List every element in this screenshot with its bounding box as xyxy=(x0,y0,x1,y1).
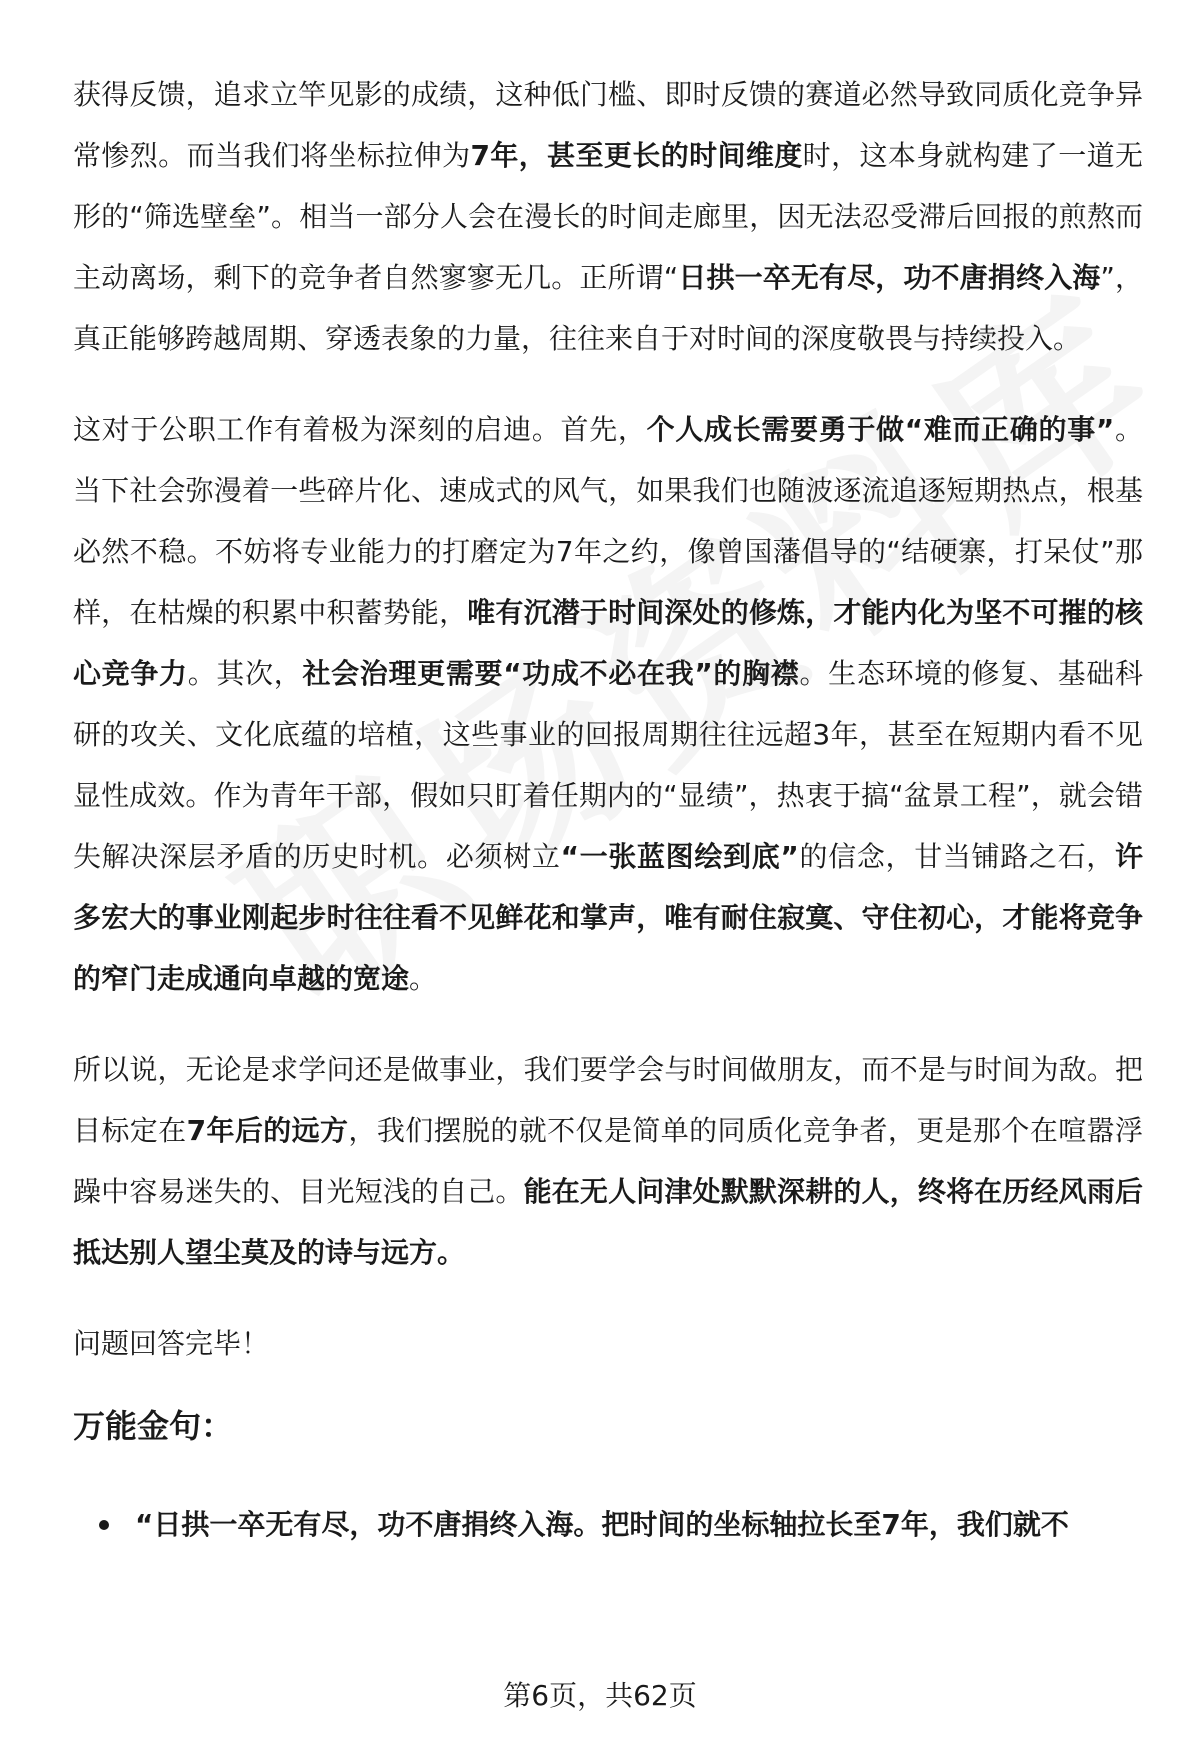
paragraph-2-seg-5: 。其次， xyxy=(187,657,303,690)
paragraph-3-seg-2: 7年后的远方 xyxy=(186,1114,349,1147)
paragraph-2-seg-4: 唯有沉潜于时间深处的修炼，才能内化为坚不可摧的核心竞争力 xyxy=(73,596,1143,690)
paragraph-2-seg-7: 。生态环境的修复、基础科研的攻关、文化底蕴的培植，这些事业的回报周期往往远超3年，甚至在短期内看不见显性成效。作为青年干部，假如只盯着任期内的“显绩”，热衷于搞“盆景工程”，就会错失解决深层矛盾的历史时机。必须树立 xyxy=(73,657,1143,873)
paragraph-1 xyxy=(73,64,1143,369)
paragraph-3-seg-3: ，我们摆脱的就不仅是简单的同质化竞争者，更是那个在喧嚣浮躁中容易迷失的、目光短浅的自己。 xyxy=(73,1114,1143,1208)
paragraph-2-seg-9: 的信念，甘当铺路之石， xyxy=(798,840,1115,873)
paragraph-1-seg-4: 日拱一卒无有尽，功不唐捐终入海 xyxy=(678,261,1101,294)
paragraph-3-seg-4: 能在无人问津处默默深耕的人，终将在历经风雨后抵达别人望尘莫及的诗与远方。 xyxy=(73,1175,1143,1269)
section-heading: 万能金句： xyxy=(73,1407,234,1445)
paragraph-3-seg-1: 所以说，无论是求学问还是做事业，我们要学会与时间做朋友，而不是与时间为敌。把目标定在 xyxy=(73,1053,1143,1147)
paragraph-2-seg-11: 。 xyxy=(409,962,438,995)
paragraph-2-seg-6: 社会治理更需要“功成不必在我”的胸襟 xyxy=(302,657,800,690)
paragraph-4-seg-1: 问题回答完毕！ xyxy=(73,1327,270,1360)
quote-text: “日拱一卒无有尽，功不唐捐终入海。把时间的坐标轴拉长至7年，我们就不 xyxy=(135,1508,1069,1541)
paragraph-3 xyxy=(73,1039,1143,1283)
paragraph-1-seg-5: ”，真正能够跨越周期、穿透表象的力量，往往来自于对时间的深度敬畏与持续投入。 xyxy=(73,261,1143,355)
bullet-icon xyxy=(99,1520,109,1530)
paragraph-2 xyxy=(73,399,1143,1009)
paragraph-2-seg-3: 。当下社会弥漫着一些碎片化、速成式的风气，如果我们也随波逐流追逐短期热点，根基必然不稳。不妨将专业能力的打磨定为7年之约，像曾国藩倡导的“结硬寨，打呆仗”那样，在枯燥的积累中积蓄势能， xyxy=(73,413,1143,629)
paragraph-1-seg-2: 7年，甚至更长的时间维度 xyxy=(470,139,803,172)
paragraph-2-seg-10: 许多宏大的事业刚起步时往往看不见鲜花和掌声，唯有耐住寂寞、守住初心，才能将竞争的窄门走成通向卓越的宽途 xyxy=(73,840,1143,995)
quote-list xyxy=(73,1494,1143,1555)
paragraph-2-seg-1: 这对于公职工作有着极为深刻的启迪。首先， xyxy=(73,413,647,446)
paragraph-4 xyxy=(73,1313,1143,1374)
page-number: 第6页，共62页 xyxy=(503,1679,697,1712)
paragraph-2-seg-2: 个人成长需要勇于做“难而正确的事” xyxy=(646,413,1115,446)
paragraph-1-seg-1: 获得反馈，追求立竿见影的成绩，这种低门槛、即时反馈的赛道必然导致同质化竞争异常惨烈。而当我们将坐标拉伸为 xyxy=(73,78,1143,172)
paragraph-2-seg-8: “一张蓝图绘到底” xyxy=(560,840,799,873)
document-body xyxy=(73,64,1143,1555)
quote-item xyxy=(73,1494,1143,1555)
paragraph-1-seg-3: 时，这本身就构建了一道无形的“筛选壁垒”。相当一部分人会在漫长的时间走廊里，因无法忍受滞后回报的煎熬而主动离场，剩下的竞争者自然寥寥无几。正所谓“ xyxy=(73,139,1143,294)
